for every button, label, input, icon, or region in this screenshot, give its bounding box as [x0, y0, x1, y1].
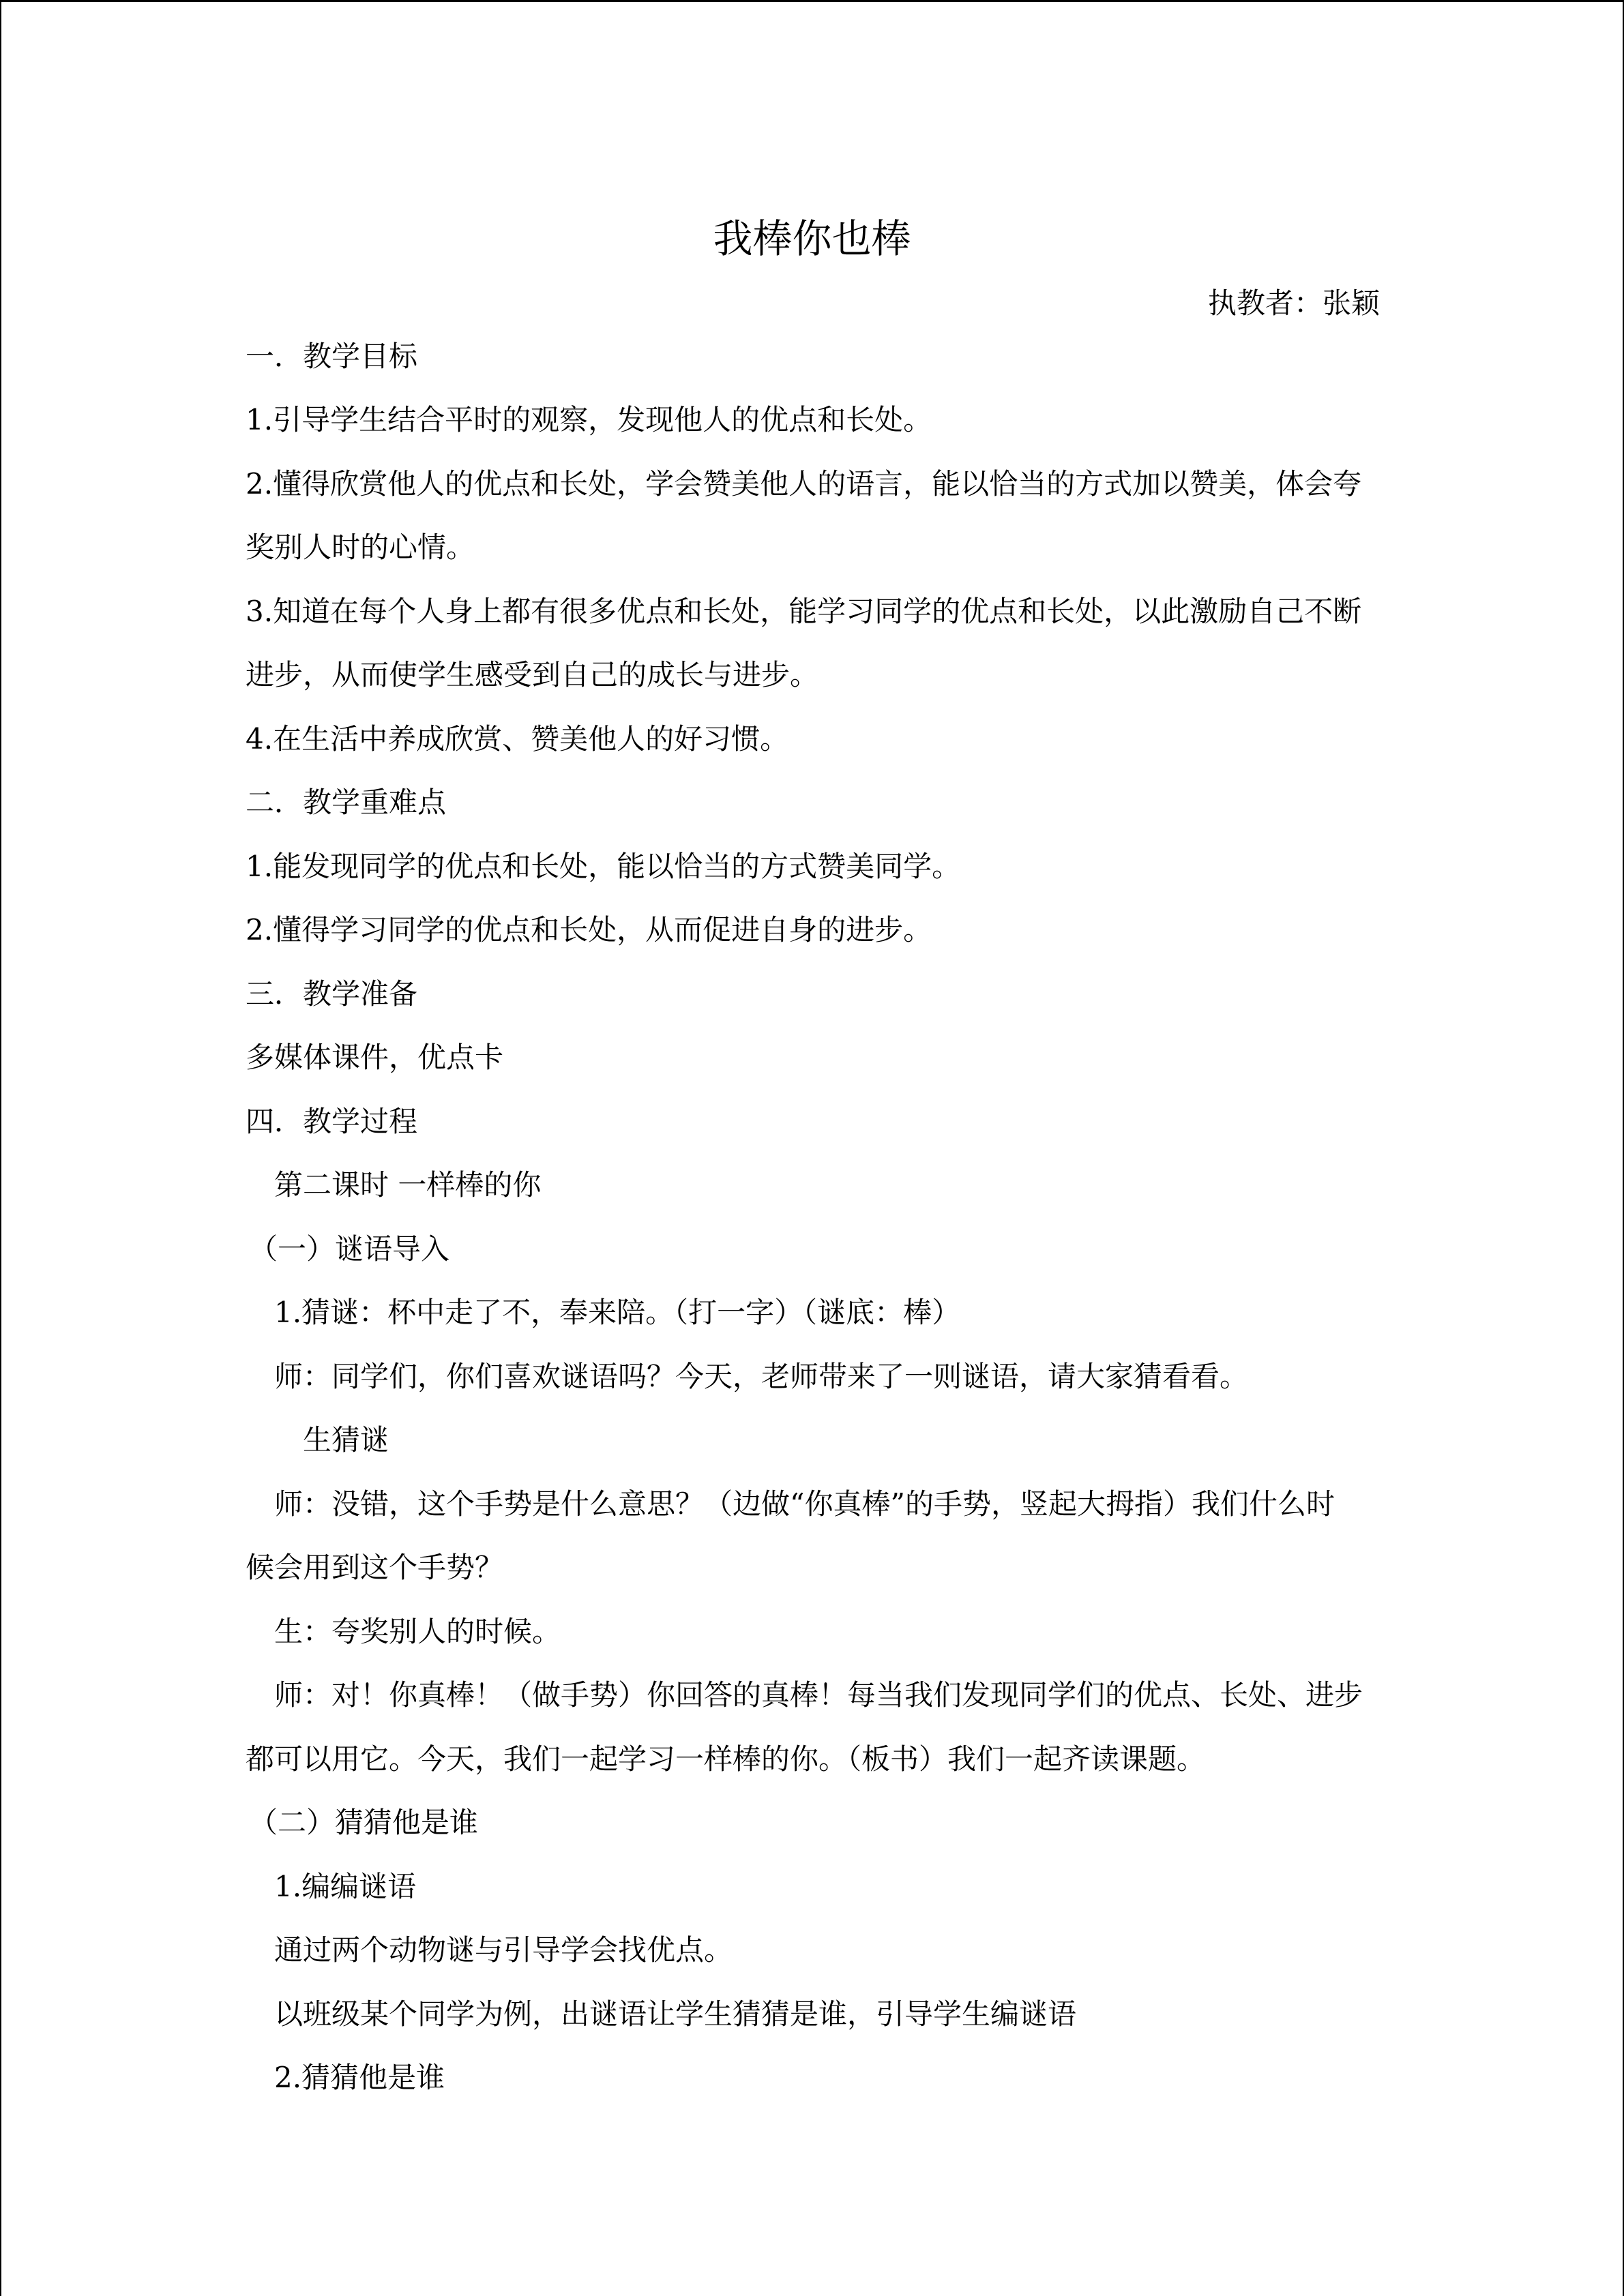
preparation-items: 多媒体课件，优点卡 — [246, 1041, 504, 1074]
teacher-line-2-part-1: 师：没错，这个手势是什么意思？（边做“你真棒”的手势，竖起大拇指）我们什么时 — [274, 1487, 1335, 1521]
objective-2-line-1: 2.懂得欣赏他人的优点和长处，学会赞美他人的语言，能以恰当的方式加以赞美，体会夸 — [246, 467, 1362, 501]
step-guess-who: 2.猜猜他是谁 — [274, 2061, 445, 2094]
document-title: 我棒你也棒 — [713, 215, 911, 262]
objective-1: 1.引导学生结合平时的观察，发现他人的优点和长处。 — [246, 403, 932, 436]
section-heading-preparation: 三．教学准备 — [246, 977, 418, 1011]
student-answer: 生：夸奖别人的时候。 — [274, 1615, 561, 1648]
section-heading-key-points: 二．教学重难点 — [246, 786, 447, 819]
subsection-riddle-intro: （一）谜语导入 — [249, 1232, 450, 1266]
lesson-title: 第二课时 一样棒的你 — [274, 1168, 542, 1202]
objective-2-line-2: 奖别人时的心情。 — [246, 531, 475, 564]
step-compose-riddles: 1.编编谜语 — [274, 1870, 417, 1903]
riddle-line: 1.猜谜：杯中走了不，奉来陪。（打一字）（谜底：棒） — [274, 1296, 961, 1329]
key-point-2: 2.懂得学习同学的优点和长处，从而促进自身的进步。 — [246, 913, 932, 946]
key-point-1: 1.能发现同学的优点和长处，能以恰当的方式赞美同学。 — [246, 850, 961, 883]
teacher-line-3-part-2: 都可以用它。今天，我们一起学习一样棒的你。（板书）我们一起齐读课题。 — [246, 1742, 1206, 1776]
objective-3-line-2: 进步，从而使学生感受到自己的成长与进步。 — [246, 658, 819, 691]
objective-3-line-1: 3.知道在每个人身上都有很多优点和长处，能学习同学的优点和长处，以此激励自己不断 — [246, 595, 1362, 628]
teacher-line-1: 师：同学们，你们喜欢谜语吗？今天，老师带来了一则谜语，请大家猜看看。 — [274, 1360, 1249, 1393]
page-border-left — [0, 0, 1, 2296]
teacher-line-2-part-2: 候会用到这个手势？ — [246, 1551, 504, 1584]
student-guess: 生猜谜 — [303, 1423, 389, 1457]
section-heading-objectives: 一．教学目标 — [246, 340, 418, 373]
page-border-top — [0, 0, 1624, 2]
step-1-detail-1: 通过两个动物谜与引导学会找优点。 — [274, 1933, 733, 1967]
section-heading-process: 四．教学过程 — [246, 1105, 418, 1138]
teacher-line-3-part-1: 师：对！你真棒！（做手势）你回答的真棒！每当我们发现同学们的优点、长处、进步 — [274, 1678, 1363, 1712]
author-line: 执教者：张颖 — [1207, 286, 1380, 320]
subsection-guess-who: （二）猜猜他是谁 — [249, 1806, 479, 1839]
objective-4: 4.在生活中养成欣赏、赞美他人的好习惯。 — [246, 722, 789, 756]
step-1-detail-2: 以班级某个同学为例，出谜语让学生猜猜是谁，引导学生编谜语 — [274, 1997, 1077, 2031]
